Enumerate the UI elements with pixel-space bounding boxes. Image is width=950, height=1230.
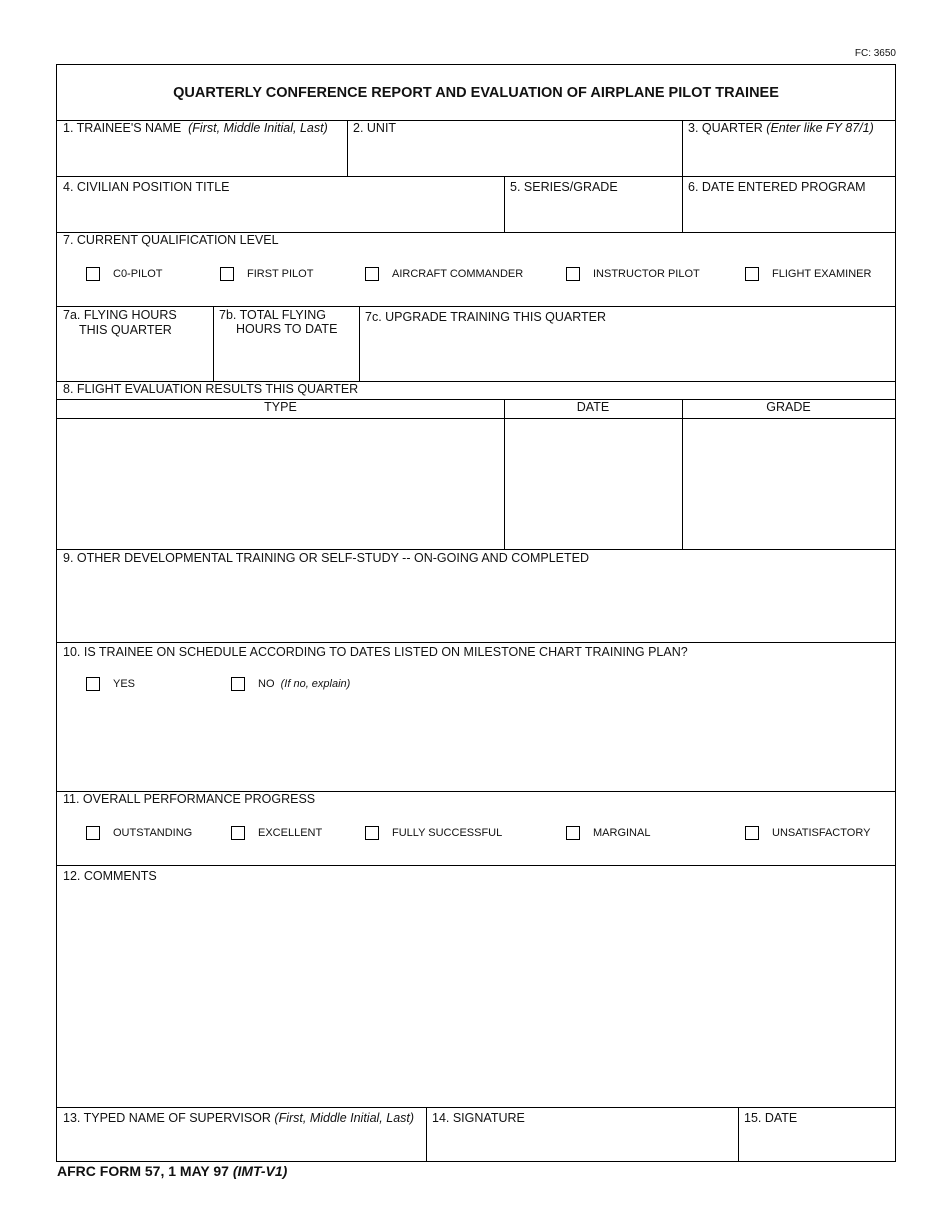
- rule: [682, 399, 683, 549]
- total-flying-hours-label-2: HOURS TO DATE: [236, 322, 338, 336]
- checkbox-label: EXCELLENT: [258, 827, 323, 839]
- checkbox-label: FIRST PILOT: [247, 268, 314, 280]
- supervisor-name-label: 13. TYPED NAME OF SUPERVISOR (First, Middle Initial, Last): [63, 1111, 415, 1125]
- rule: [504, 399, 505, 549]
- rule: [57, 549, 895, 550]
- rule: [738, 1107, 739, 1162]
- checkbox-excellent[interactable]: [231, 826, 245, 840]
- position-title-label: 4. CIVILIAN POSITION TITLE: [63, 180, 230, 194]
- checkbox-label: MARGINAL: [593, 827, 651, 839]
- column-date: DATE: [576, 400, 610, 414]
- checkbox-label: UNSATISFACTORY: [772, 827, 871, 839]
- trainee-name-label: 1. TRAINEE'S NAME (First, Middle Initial, Last): [63, 121, 328, 135]
- checkbox-outstanding[interactable]: [86, 826, 100, 840]
- checkbox-aircraft-commander[interactable]: [365, 267, 379, 281]
- form-footer: AFRC FORM 57, 1 MAY 97 (IMT-V1): [57, 1163, 288, 1179]
- checkbox-marginal[interactable]: [566, 826, 580, 840]
- form-code: FC: 3650: [854, 48, 896, 59]
- flying-hours-quarter-label: 7a. FLYING HOURS: [63, 308, 177, 322]
- checkbox-label: OUTSTANDING: [113, 827, 193, 839]
- checkbox-co-pilot[interactable]: [86, 267, 100, 281]
- checkbox-first-pilot[interactable]: [220, 267, 234, 281]
- checkbox-label: YES: [113, 678, 136, 690]
- total-flying-hours-label: 7b. TOTAL FLYING: [219, 308, 326, 322]
- checkbox-yes[interactable]: [86, 677, 100, 691]
- checkbox-flight-examiner[interactable]: [745, 267, 759, 281]
- checkbox-label: AIRCRAFT COMMANDER: [392, 268, 524, 280]
- flying-hours-quarter-label-2: THIS QUARTER: [79, 323, 172, 337]
- rule: [57, 418, 895, 419]
- signature-label: 14. SIGNATURE: [432, 1111, 525, 1125]
- rule: [347, 120, 348, 176]
- checkbox-no[interactable]: [231, 677, 245, 691]
- rule: [57, 176, 895, 177]
- rule: [57, 1107, 895, 1108]
- form-title: QUARTERLY CONFERENCE REPORT AND EVALUATION OF AIRPLANE PILOT TRAINEE: [173, 85, 779, 101]
- rule: [682, 120, 683, 232]
- rule: [213, 306, 214, 381]
- series-grade-label: 5. SERIES/GRADE: [510, 180, 618, 194]
- checkbox-label: FULLY SUCCESSFUL: [392, 827, 503, 839]
- checkbox-label: C0-PILOT: [113, 268, 163, 280]
- form-frame: [56, 64, 896, 1162]
- rule: [57, 642, 895, 643]
- comments-label: 12. COMMENTS: [63, 869, 157, 883]
- upgrade-training-label: 7c. UPGRADE TRAINING THIS QUARTER: [365, 310, 607, 324]
- checkbox-fully-successful[interactable]: [365, 826, 379, 840]
- quarter-label: 3. QUARTER (Enter like FY 87/1): [688, 121, 874, 135]
- on-schedule-question: 10. IS TRAINEE ON SCHEDULE ACCORDING TO DATES LISTED ON MILESTONE CHART TRAINING PLAN?: [63, 645, 688, 659]
- checkbox-unsatisfactory[interactable]: [745, 826, 759, 840]
- column-type: TYPE: [264, 400, 297, 414]
- unit-label: 2. UNIT: [353, 121, 397, 135]
- checkbox-instructor-pilot[interactable]: [566, 267, 580, 281]
- flight-evaluation-label: 8. FLIGHT EVALUATION RESULTS THIS QUARTER: [63, 382, 359, 396]
- developmental-training-label: 9. OTHER DEVELOPMENTAL TRAINING OR SELF-STUDY -- ON-GOING AND COMPLETED: [63, 551, 590, 565]
- rule: [426, 1107, 427, 1162]
- rule: [359, 306, 360, 381]
- checkbox-label: FLIGHT EXAMINER: [772, 268, 872, 280]
- column-grade: GRADE: [766, 400, 811, 414]
- qualification-level-label: 7. CURRENT QUALIFICATION LEVEL: [63, 233, 279, 247]
- checkbox-label: NO (If no, explain): [258, 678, 351, 690]
- rule: [57, 306, 895, 307]
- date-label: 15. DATE: [744, 1111, 798, 1125]
- rule: [57, 865, 895, 866]
- checkbox-label: INSTRUCTOR PILOT: [593, 268, 700, 280]
- rule: [504, 176, 505, 232]
- date-entered-label: 6. DATE ENTERED PROGRAM: [688, 180, 866, 194]
- performance-progress-label: 11. OVERALL PERFORMANCE PROGRESS: [63, 792, 316, 806]
